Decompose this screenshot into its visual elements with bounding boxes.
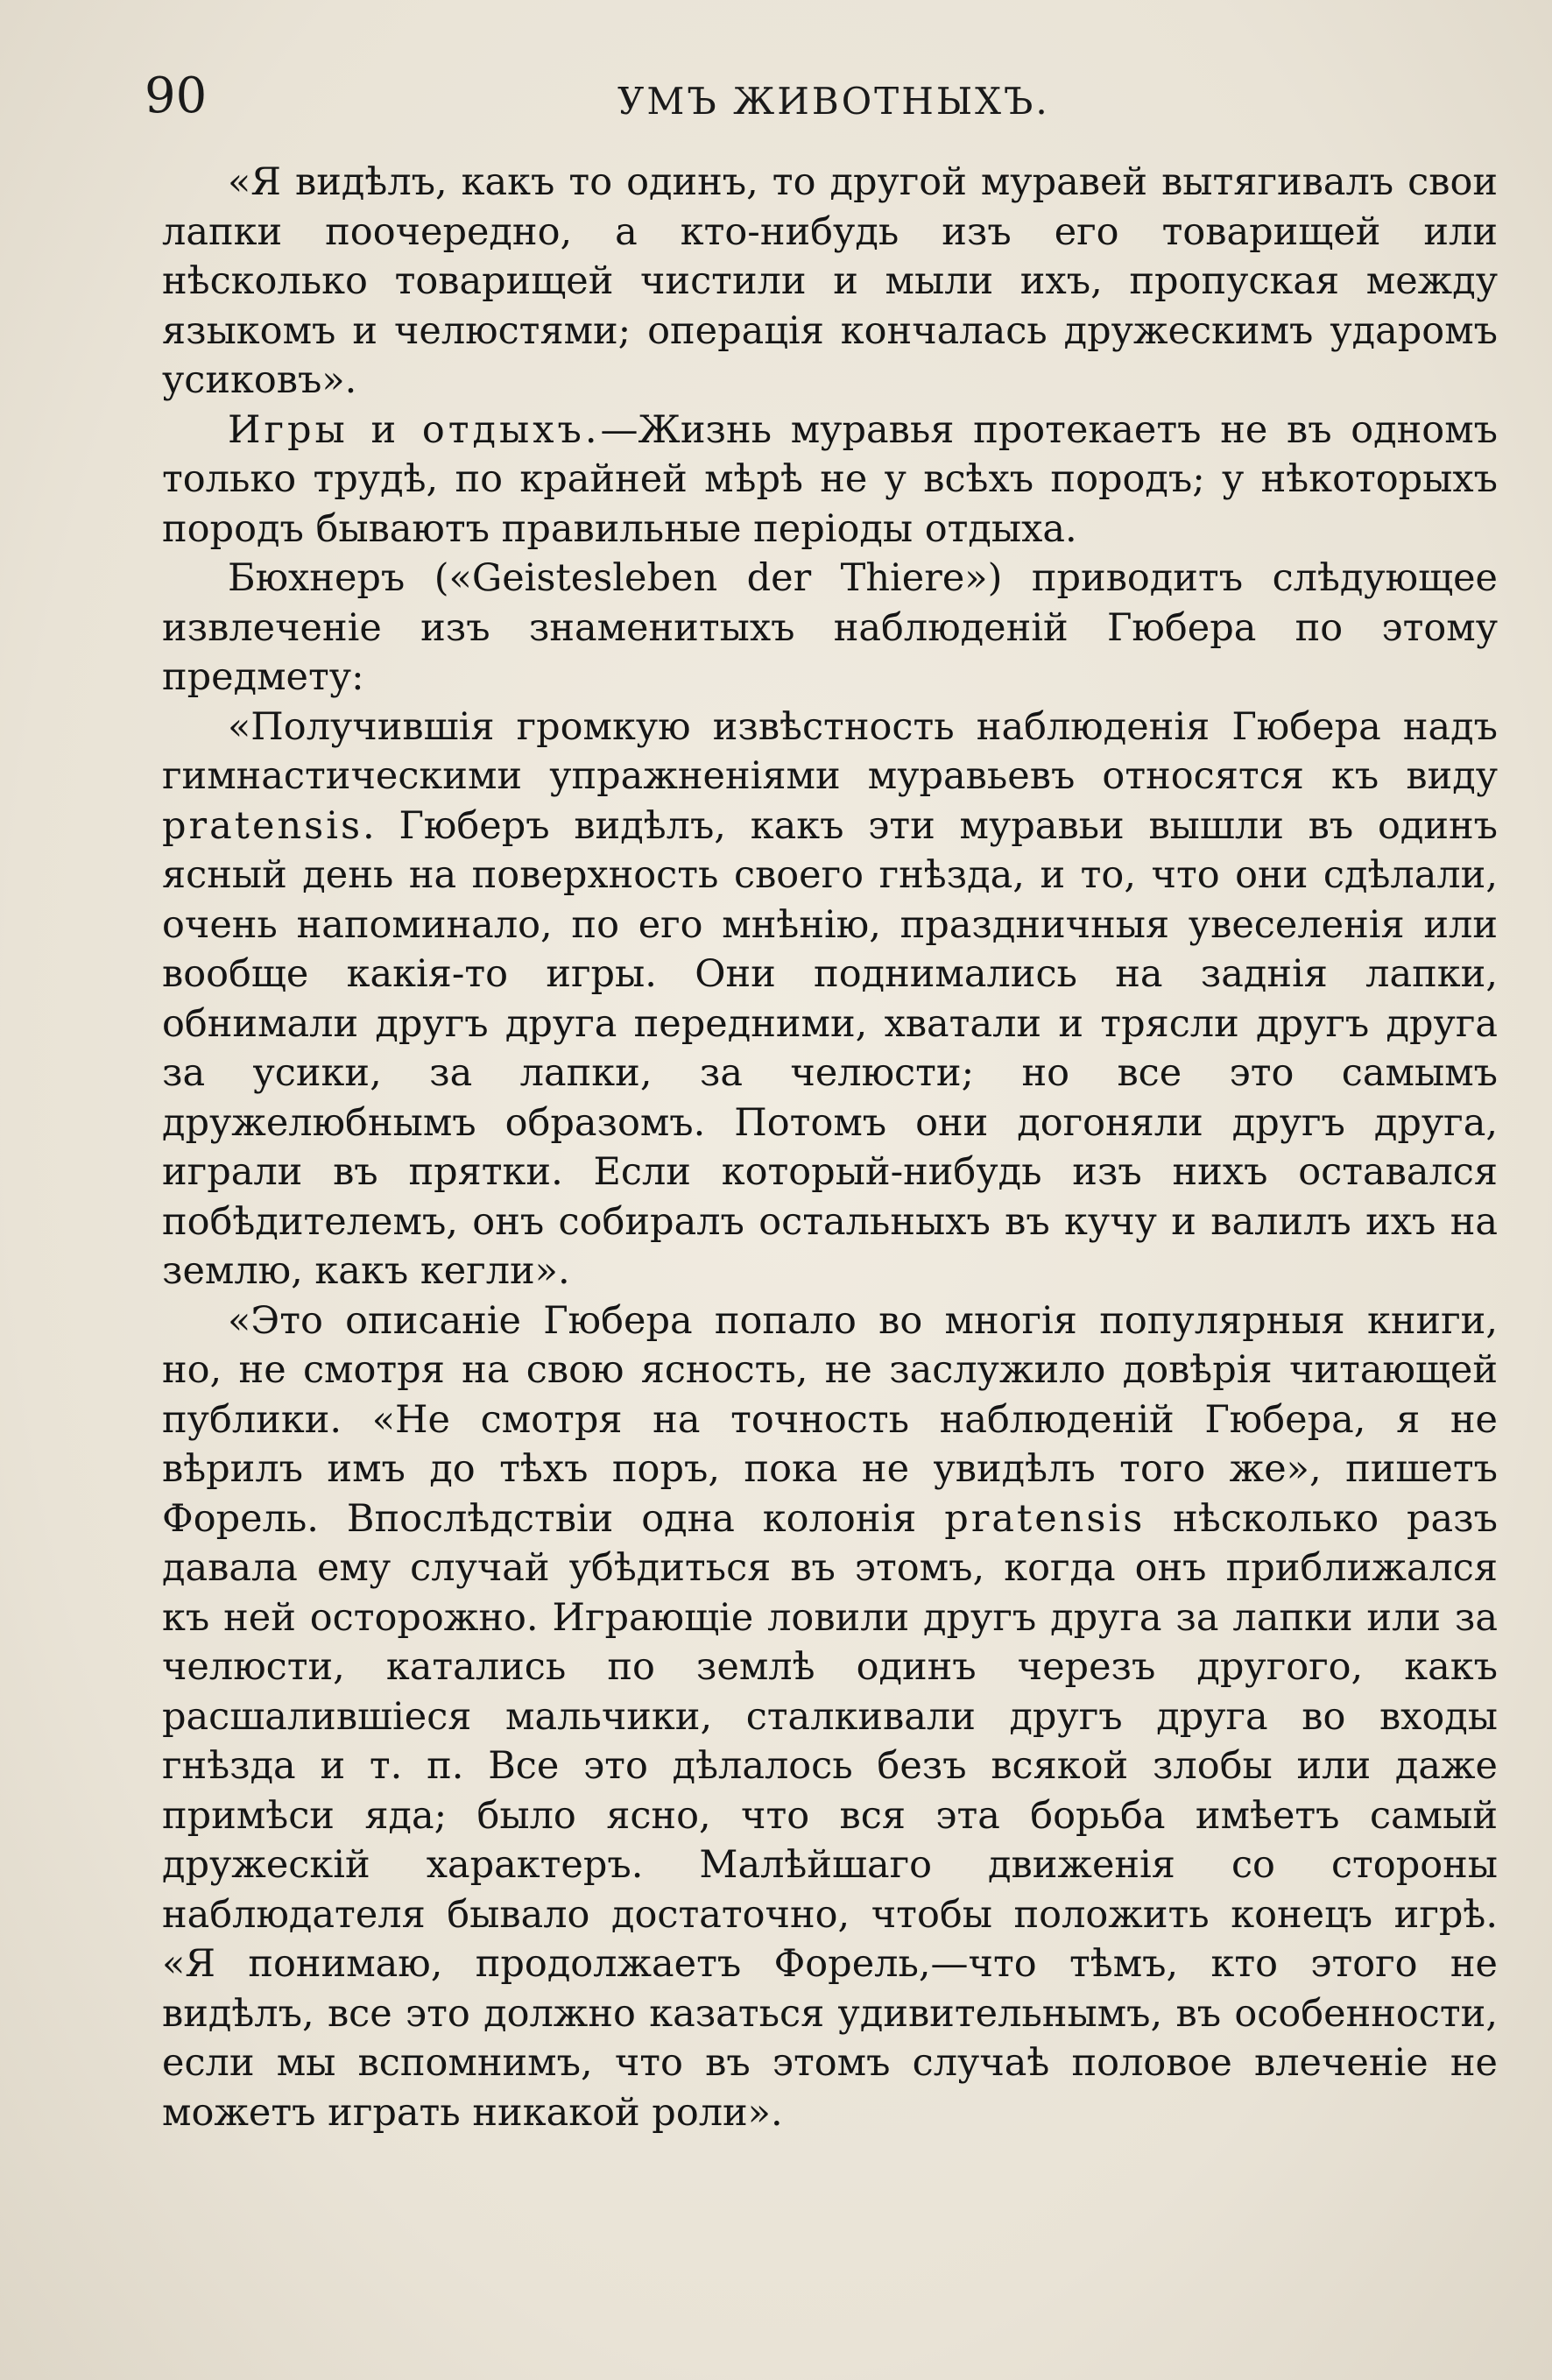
paragraph-text: «Это описаніе Гюбера попало во многія популярныя книги, но, не смотря на свою ясность, не заслужило довѣрія читающей публики. «Не смотря на точность наблюденій Гюбера, я не вѣрилъ имъ до тѣхъ поръ, пока не увидѣлъ того же», пишетъ Форель. Впослѣдствіи одна колонія [162,1298,1498,1541]
paragraph-text: . Гюберъ видѣлъ, какъ эти муравьи вышли въ одинъ ясный день на поверхность своего гнѣзда, и то, что они сдѣлали, очень напоминало, по его мнѣнію, праздничныя увеселенія или вообще какія-то игры. Они поднимались на заднія лапки, обнимали другъ друга передними, хватали и трясли другъ друга за усики, за лапки, за челюсти; но все это самымъ дружелюбнымъ образомъ. Потомъ они догоняли другъ друга, играли въ прятки. Если который-нибудь изъ нихъ оставался побѣдителемъ, онъ собиралъ остальныхъ въ кучу и валилъ ихъ на землю, какъ кегли». [162,803,1498,1293]
paragraph-text: нѣсколько разъ давала ему случай убѣдиться въ этомъ, когда онъ приближался къ ней осторожно. Играющіе ловили другъ друга за лапки или за челюсти, катались по землѣ одинъ черезъ другого, какъ расшалившіеся мальчики, сталкивали другъ друга во входы гнѣзда и т. п. Все это дѣлалось безъ всякой злобы или даже примѣси яда; было ясно, что вся эта борьба имѣетъ самый дружескій характеръ. Малѣйшаго движенія со стороны наблюдателя бывало достаточно, чтобы положить конецъ игрѣ. «Я понимаю, продолжаетъ Форель,—что тѣмъ, кто этого не видѣлъ, все это должно казаться удивительнымъ, въ особенности, если мы вспомнимъ, что въ этомъ случаѣ половое влеченіе не можетъ играть никакой роли». [162,1496,1498,2135]
paragraph-quote-grooming [162,158,1498,406]
paragraph-text: Бюхнеръ («Geistesleben der Thiere») приводитъ слѣдующее извлеченіе изъ знаменитыхъ наблюденій Гюбера по этому предмету: [162,556,1498,699]
paragraph-huber-observations [162,703,1498,1296]
paragraph-buchner [162,554,1498,703]
page-number: 90 [145,67,208,124]
paragraph-text: —Жизнь муравья протекаетъ не въ одномъ только трудѣ, по крайней мѣрѣ не у всѣхъ породъ; у нѣкоторыхъ породъ бываютъ правильные періоды отдыха. [162,407,1499,551]
page-header [145,61,1493,131]
paragraph-games-and-rest [162,406,1498,554]
paragraph-text: «Получившія громкую извѣстность наблюденія Гюбера надъ гимнастическими упражненіями муравьевъ относятся къ виду [162,704,1498,798]
body-text [162,158,1498,2137]
paragraph-forel [162,1296,1498,2138]
paragraph-text: «Я видѣлъ, какъ то одинъ, то другой муравей вытягивалъ свои лапки поочередно, а кто-нибудь изъ его товарищей или нѣсколько товарищей чистили и мыли ихъ, пропуская между языкомъ и челюстями; операція кончалась дружескимъ ударомъ усиковъ». [162,160,1498,402]
species-name: pratensis [162,803,363,848]
species-name: pratensis [944,1496,1146,1541]
section-heading: Игры и отдыхъ. [228,407,601,452]
running-title: УМЪ ЖИВОТНЫХЪ. [617,80,1050,123]
